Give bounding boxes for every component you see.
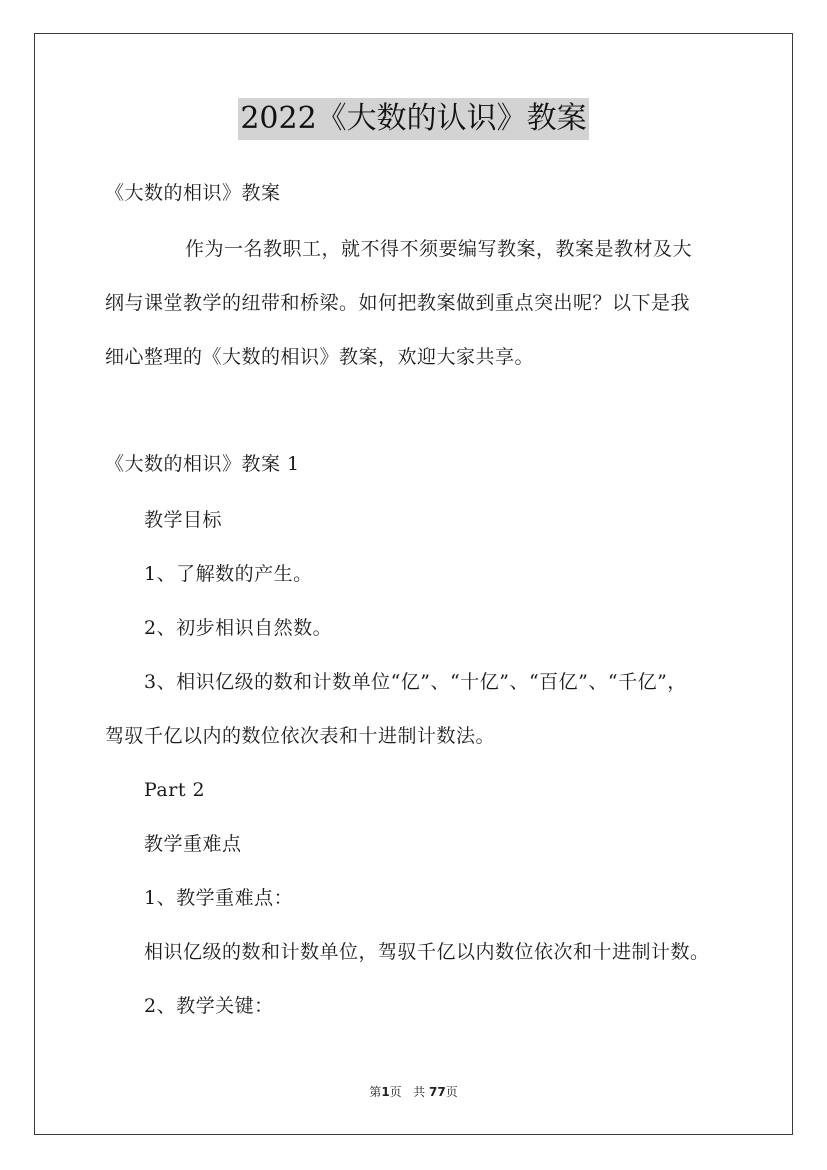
intro-line-3: 细心整理的《大数的相识》教案，欢迎大家共享。 <box>105 346 535 368</box>
intro-line-1: 作为一名教职工，就不得不须要编写教案，教案是教材及大 <box>185 238 693 260</box>
page-number: 1 <box>381 1085 390 1099</box>
objective-3-line-1: 3、相识亿级的数和计数单位“亿”、“十亿”、“百亿”、“千亿”， <box>144 671 687 693</box>
document-title-wrapper <box>0 98 827 140</box>
key-point-1-detail: 相识亿级的数和计数单位，驾驭千亿以内数位依次和十进制计数。 <box>144 941 710 963</box>
total-suffix: 页 <box>445 1085 458 1099</box>
section-heading: 《大数的相识》教案 1 <box>105 453 300 475</box>
document-subtitle: 《大数的相识》教案 <box>105 182 281 204</box>
key-point-2: 2、教学关键： <box>144 995 274 1017</box>
page-suffix: 页 <box>389 1085 402 1099</box>
key-points-heading: 教学重难点 <box>144 833 242 855</box>
intro-line-2: 纲与课堂教学的纽带和桥梁。如何把教案做到重点突出呢？以下是我 <box>105 292 691 314</box>
page-footer <box>0 1083 827 1100</box>
document-title: 2022《大数的认识》教案 <box>238 98 588 140</box>
page-prefix: 第 <box>369 1085 382 1099</box>
objective-3-line-2: 驾驭千亿以内的数位依次表和十进制计数法。 <box>105 725 496 747</box>
total-prefix: 共 <box>413 1085 426 1099</box>
key-point-1: 1、教学重难点： <box>144 887 294 909</box>
objective-1: 1、了解数的产生。 <box>144 563 313 585</box>
total-pages: 77 <box>428 1085 446 1099</box>
objectives-heading: 教学目标 <box>144 509 223 531</box>
objective-2: 2、初步相识自然数。 <box>144 617 333 639</box>
part-2-heading: Part 2 <box>144 779 206 801</box>
